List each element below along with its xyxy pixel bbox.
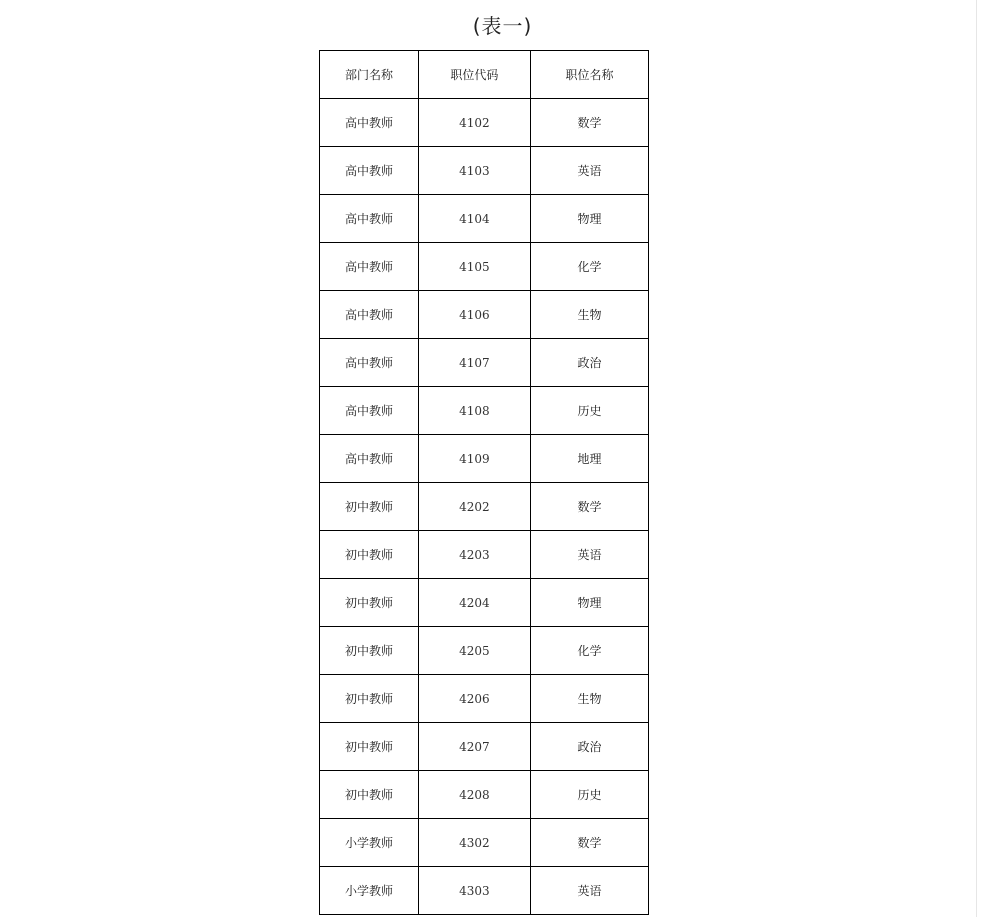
- table-row: [320, 819, 649, 867]
- department-cell: 初中教师: [320, 723, 419, 771]
- position-name-cell: 化学: [530, 243, 648, 291]
- position-name-cell: 物理: [530, 579, 648, 627]
- position-name-cell: 历史: [530, 771, 648, 819]
- position-code-cell: 4206: [418, 675, 530, 723]
- table-row: [320, 339, 649, 387]
- position-name-cell: 数学: [530, 819, 648, 867]
- table-row: [320, 531, 649, 579]
- department-cell: 高中教师: [320, 291, 419, 339]
- table-row: [320, 723, 649, 771]
- table-row: [320, 387, 649, 435]
- position-name-cell: 英语: [530, 531, 648, 579]
- position-name-cell: 生物: [530, 675, 648, 723]
- position-code-cell: 4109: [418, 435, 530, 483]
- position-name-cell: 物理: [530, 195, 648, 243]
- position-code-cell: 4207: [418, 723, 530, 771]
- table-row: [320, 147, 649, 195]
- position-name-cell: 地理: [530, 435, 648, 483]
- department-cell: 高中教师: [320, 387, 419, 435]
- department-cell: 高中教师: [320, 243, 419, 291]
- page-edge: [976, 0, 984, 917]
- department-cell: 高中教师: [320, 339, 419, 387]
- table-row: [320, 291, 649, 339]
- position-code-cell: 4107: [418, 339, 530, 387]
- table-row: [320, 771, 649, 819]
- position-name-cell: 数学: [530, 483, 648, 531]
- position-name-cell: 历史: [530, 387, 648, 435]
- department-cell: 高中教师: [320, 147, 419, 195]
- position-code-cell: 4302: [418, 819, 530, 867]
- header-row: [320, 51, 649, 99]
- table-row: [320, 483, 649, 531]
- position-code-cell: 4203: [418, 531, 530, 579]
- position-code-cell: 4204: [418, 579, 530, 627]
- department-cell: 小学教师: [320, 819, 419, 867]
- table-row: [320, 195, 649, 243]
- table-caption: (表一): [472, 14, 533, 38]
- position-name-cell: 政治: [530, 723, 648, 771]
- department-cell: 小学教师: [320, 867, 419, 915]
- header-position-name: 职位名称: [530, 51, 648, 99]
- position-code-cell: 4303: [418, 867, 530, 915]
- position-code-cell: 4108: [418, 387, 530, 435]
- department-cell: 高中教师: [320, 99, 419, 147]
- department-cell: 初中教师: [320, 627, 419, 675]
- department-cell: 初中教师: [320, 579, 419, 627]
- header-department: 部门名称: [320, 51, 419, 99]
- position-name-cell: 生物: [530, 291, 648, 339]
- position-name-cell: 政治: [530, 339, 648, 387]
- position-code-cell: 4202: [418, 483, 530, 531]
- table-row: [320, 579, 649, 627]
- table-row: [320, 99, 649, 147]
- department-cell: 初中教师: [320, 531, 419, 579]
- position-name-cell: 数学: [530, 99, 648, 147]
- position-name-cell: 英语: [530, 867, 648, 915]
- positions-table: [319, 50, 649, 915]
- department-cell: 初中教师: [320, 771, 419, 819]
- department-cell: 初中教师: [320, 675, 419, 723]
- department-cell: 初中教师: [320, 483, 419, 531]
- position-code-cell: 4205: [418, 627, 530, 675]
- table-row: [320, 243, 649, 291]
- position-code-cell: 4105: [418, 243, 530, 291]
- position-name-cell: 英语: [530, 147, 648, 195]
- position-code-cell: 4106: [418, 291, 530, 339]
- table-row: [320, 867, 649, 915]
- position-name-cell: 化学: [530, 627, 648, 675]
- header-position-code: 职位代码: [418, 51, 530, 99]
- table-row: [320, 435, 649, 483]
- position-code-cell: 4104: [418, 195, 530, 243]
- department-cell: 高中教师: [320, 195, 419, 243]
- table-row: [320, 675, 649, 723]
- table-row: [320, 627, 649, 675]
- position-code-cell: 4102: [418, 99, 530, 147]
- department-cell: 高中教师: [320, 435, 419, 483]
- position-code-cell: 4103: [418, 147, 530, 195]
- position-code-cell: 4208: [418, 771, 530, 819]
